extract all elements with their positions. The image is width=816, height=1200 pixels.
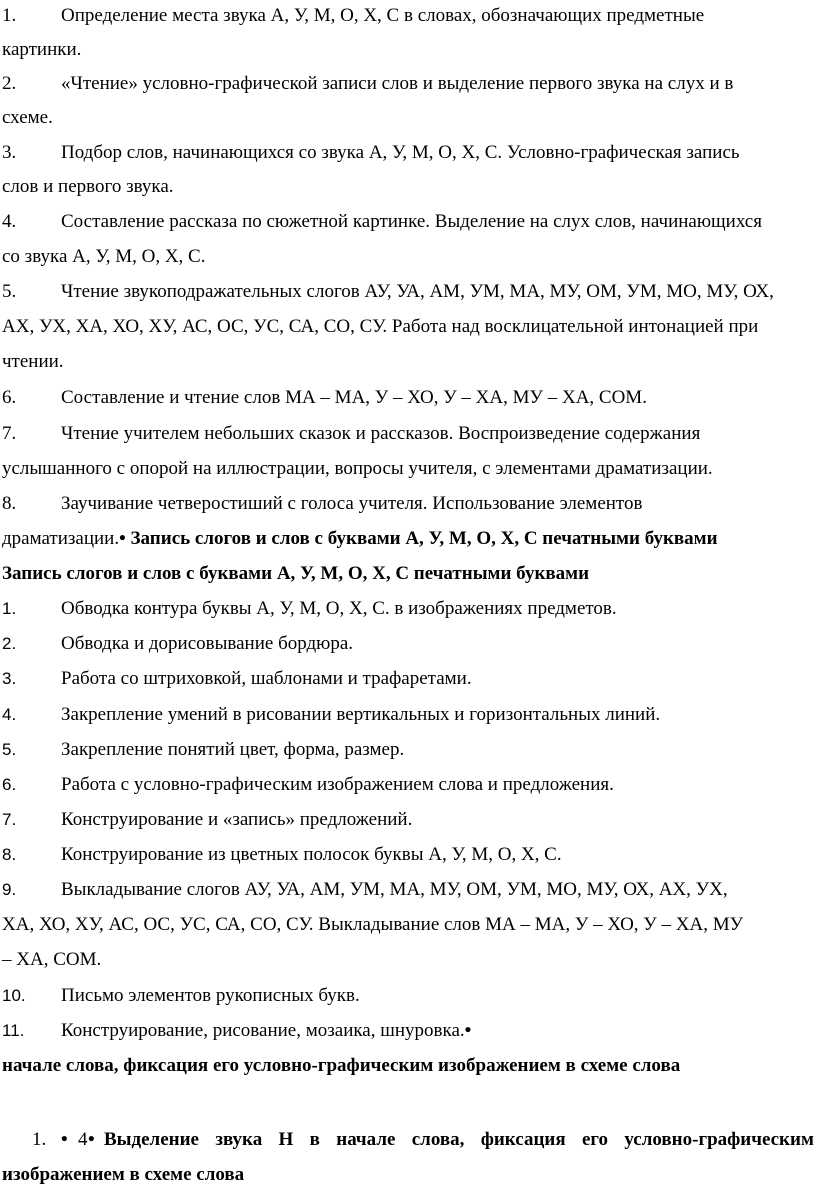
list-number: 9. bbox=[2, 880, 17, 899]
list-number: 1. bbox=[2, 599, 17, 618]
list-number: 3. bbox=[2, 669, 17, 688]
list-number: 8. bbox=[2, 493, 17, 514]
list-item-text: ХА, ХО, ХУ, АС, ОС, УС, СА, СО, СУ. Выкладывание слов МА – МА, У – ХО, У – ХА, МУ bbox=[2, 914, 744, 935]
list-number: 3. bbox=[2, 142, 17, 163]
list-item-text: Конструирование, рисование, мозаика, шнуровка. bbox=[61, 1020, 465, 1041]
list-number: 6. bbox=[2, 775, 17, 794]
list-number: 7. bbox=[2, 423, 17, 444]
section-heading-text: Запись слогов и слов с буквами А, У, М, О, Х, С печатными буквами bbox=[2, 563, 590, 584]
list-item-text-row bbox=[2, 527, 718, 551]
list-item-text: Конструирование и «запись» предложений. bbox=[61, 809, 413, 830]
list-number: 2. bbox=[2, 73, 17, 94]
list-number: 8. bbox=[2, 845, 17, 864]
list-item-text: Работа со штриховкой, шаблонами и трафаретами. bbox=[61, 668, 472, 689]
list-item-text: Выкладывание слогов АУ, УА, АМ, УМ, МА, МУ, ОМ, УМ, МО, МУ, ОХ, АХ, УХ, bbox=[61, 879, 728, 900]
list-number: 1. bbox=[32, 1129, 47, 1150]
list-item-text: Определение места звука А, У, М, О, Х, С в словах, обозначающих предметные bbox=[61, 5, 705, 26]
list-item-text: Конструирование из цветных полосок буквы А, У, М, О, Х, С. bbox=[61, 844, 562, 865]
list-item-text: «Чтение» условно-графической записи слов и выделение первого звука на слух и в bbox=[61, 73, 734, 94]
final-word: Выделение bbox=[104, 1129, 199, 1150]
final-word: фиксация bbox=[480, 1129, 566, 1150]
list-item-text: схеме. bbox=[2, 107, 53, 128]
final-word: условно-графическим bbox=[624, 1129, 814, 1150]
final-word: Н bbox=[278, 1129, 294, 1150]
list-item-text: Работа с условно-графическим изображением слова и предложения. bbox=[61, 774, 614, 795]
list-item-text: Закрепление умений в рисовании вертикальных и горизонтальных линий. bbox=[61, 704, 661, 725]
list-item-text: Письмо элементов рукописных букв. bbox=[61, 985, 360, 1006]
list-item-text: Закрепление понятий цвет, форма, размер. bbox=[61, 739, 405, 760]
list-item-text: слов и первого звука. bbox=[2, 176, 174, 197]
list-item-text: – ХА, СОМ. bbox=[2, 949, 102, 970]
list-number: 10. bbox=[2, 986, 26, 1005]
list-item-text: Чтение звукоподражательных слогов АУ, УА, АМ, УМ, МА, МУ, ОМ, УМ, МО, МУ, ОХ, bbox=[61, 281, 774, 302]
bullet-icon: • bbox=[464, 1020, 472, 1041]
final-word: его bbox=[581, 1129, 609, 1150]
list-number: 2. bbox=[2, 634, 17, 653]
list-item-text-row bbox=[61, 1019, 471, 1043]
list-item-text: изображением в схеме слова bbox=[2, 1164, 245, 1185]
list-item-text: картинки. bbox=[2, 39, 82, 60]
list-number: 7. bbox=[2, 810, 17, 829]
final-digit: 4 bbox=[78, 1129, 88, 1150]
list-item-text: Заучивание четверостиший с голоса учителя. Использование элементов bbox=[61, 493, 643, 514]
final-word: в bbox=[309, 1129, 320, 1150]
bullet-icon: • bbox=[88, 1129, 95, 1150]
list-number: 4. bbox=[2, 705, 17, 724]
list-item-text: услышанного с опорой на иллюстрации, вопросы учителя, с элементами драматизации. bbox=[2, 458, 713, 479]
bold-fragment-text: начале слова, фиксация его условно-графическим изображением в схеме слова bbox=[2, 1055, 681, 1076]
list-item-text: Подбор слов, начинающихся со звука А, У, М, О, Х, С. Условно-графическая запись bbox=[61, 142, 740, 163]
list-number: 6. bbox=[2, 387, 17, 408]
list-item-text: Чтение учителем небольших сказок и рассказов. Воспроизведение содержания bbox=[61, 423, 701, 444]
list-item-text: Составление и чтение слов МА – МА, У – ХО, У – ХА, МУ – ХА, СОМ. bbox=[61, 387, 647, 408]
final-word: слова, bbox=[411, 1129, 465, 1150]
list-item-text: со звука А, У, М, О, Х, С. bbox=[2, 246, 206, 267]
bullet-icon: • bbox=[61, 1129, 68, 1150]
list-number: 11. bbox=[2, 1021, 25, 1040]
list-number: 4. bbox=[2, 211, 17, 232]
list-number: 1. bbox=[2, 5, 17, 26]
bullet-icon: • bbox=[119, 528, 126, 549]
list-item-text: чтении. bbox=[2, 351, 64, 372]
list-item-text: Обводка и дорисовывание бордюра. bbox=[61, 633, 354, 654]
list-item-text: Составление рассказа по сюжетной картинке. Выделение на слух слов, начинающихся bbox=[61, 211, 762, 232]
list-item-text: драматизации. bbox=[2, 528, 120, 549]
final-item-words bbox=[104, 1128, 814, 1152]
list-item-text: АХ, УХ, ХА, ХО, ХУ, АС, ОС, УС, СА, СО, СУ. Работа над восклицательной интонацией при bbox=[2, 316, 759, 337]
list-number: 5. bbox=[2, 281, 17, 302]
final-word: начале bbox=[336, 1129, 396, 1150]
final-word: звука bbox=[215, 1129, 263, 1150]
list-item-text: Обводка контура буквы А, У, М, О, Х, С. в изображениях предметов. bbox=[61, 598, 617, 619]
final-item bbox=[0, 1128, 816, 1152]
list-number: 5. bbox=[2, 740, 17, 759]
inline-heading: Запись слогов и слов с буквами А, У, М, О, Х, С печатными буквами bbox=[125, 528, 718, 549]
